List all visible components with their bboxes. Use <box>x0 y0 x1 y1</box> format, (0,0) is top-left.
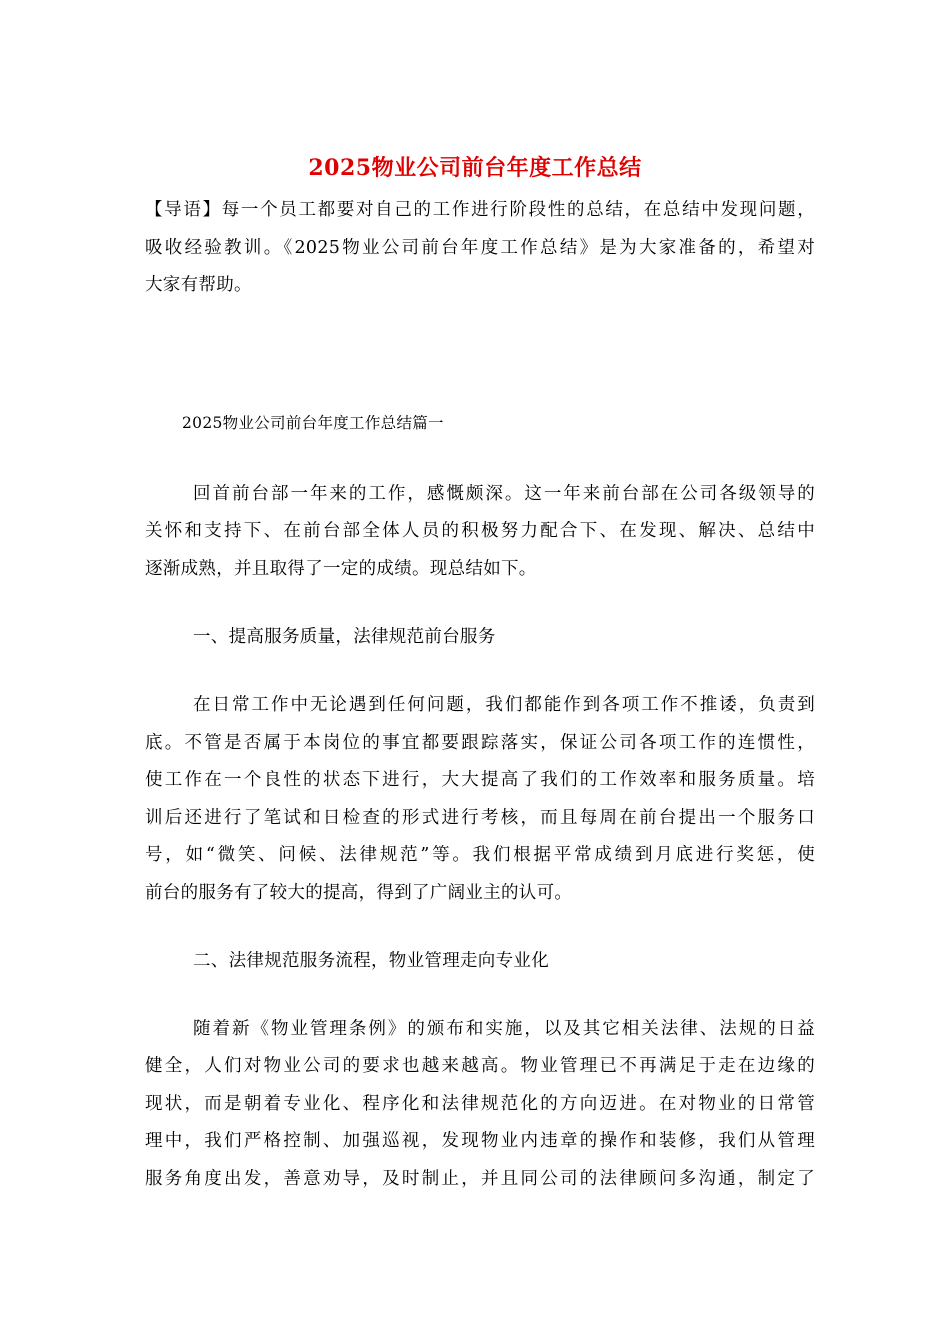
intro-line-2: 吸收经验教训。《2025物业公司前台年度工作总结》是为大家准备的，希望对 <box>145 238 815 258</box>
paragraph2-line-6: 前台的服务有了较大的提高，得到了广阔业主的认可。 <box>145 883 573 903</box>
paragraph3-line-2: 健全，人们对物业公司的要求也越来越高。物业管理已不再满足于走在边缘的 <box>145 1056 815 1076</box>
paragraph2-line-1: 在日常工作中无论遇到任何问题，我们都能作到各项工作不推诿，负责到 <box>193 695 815 715</box>
document-title: 2025物业公司前台年度工作总结 <box>308 155 642 181</box>
paragraph3-line-3: 现状，而是朝着专业化、程序化和法律规范化的方向迈进。在对物业的日常管 <box>145 1094 815 1114</box>
paragraph2-line-3: 使工作在一个良性的状态下进行，大大提高了我们的工作效率和服务质量。培 <box>145 770 815 790</box>
section-title: 2025物业公司前台年度工作总结篇一 <box>182 414 444 432</box>
paragraph2-line-4: 训后还进行了笔试和日检查的形式进行考核，而且每周在前台提出一个服务口 <box>145 808 815 828</box>
intro-line-1: 【导语】每一个员工都要对自己的工作进行阶段性的总结，在总结中发现问题， <box>145 200 815 220</box>
paragraph1-line-3: 逐渐成熟，并且取得了一定的成绩。现总结如下。 <box>145 559 537 579</box>
paragraph3-line-1: 随着新《物业管理条例》的颁布和实施，以及其它相关法律、法规的日益 <box>193 1019 815 1039</box>
intro-line-3: 大家有帮助。 <box>145 275 252 295</box>
heading-1: 一、提高服务质量，法律规范前台服务 <box>193 627 496 647</box>
paragraph1-line-1: 回首前台部一年来的工作，感慨颇深。这一年来前台部在公司各级领导的 <box>193 484 815 504</box>
paragraph3-line-5: 服务角度出发，善意劝导，及时制止，并且同公司的法律顾问多沟通，制定了 <box>145 1169 815 1189</box>
paragraph2-line-5: 号，如“微笑、问候、法律规范”等。我们根据平常成绩到月底进行奖惩，使 <box>145 845 815 865</box>
heading-2: 二、法律规范服务流程，物业管理走向专业化 <box>193 951 549 971</box>
paragraph3-line-4: 理中，我们严格控制、加强巡视，发现物业内违章的操作和装修，我们从管理 <box>145 1131 815 1151</box>
paragraph2-line-2: 底。不管是否属于本岗位的事宜都要跟踪落实，保证公司各项工作的连惯性， <box>145 733 815 753</box>
paragraph1-line-2: 关怀和支持下、在前台部全体人员的积极努力配合下、在发现、解决、总结中 <box>145 521 815 541</box>
